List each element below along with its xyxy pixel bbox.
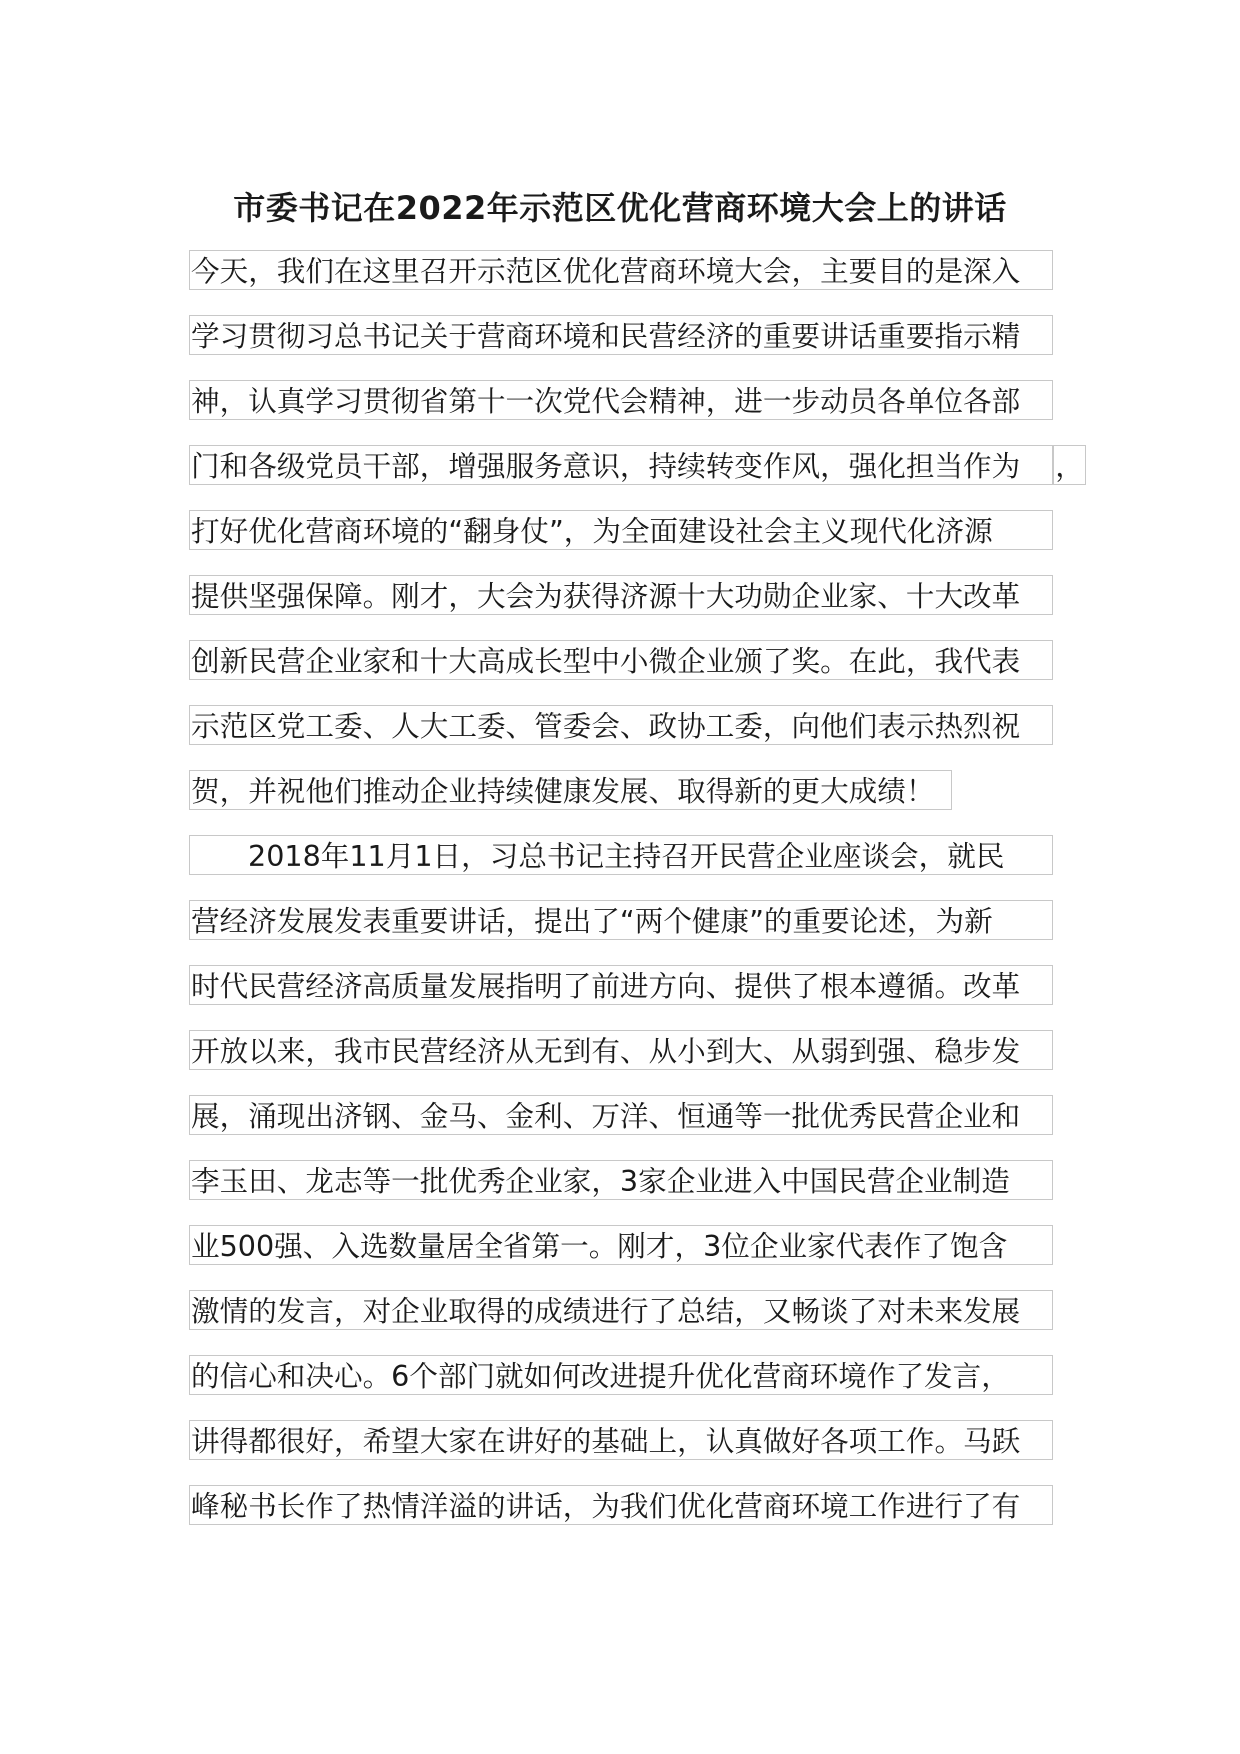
text-line: 的信心和决心。6个部门就如何改进提升优化营商环境作了发言， bbox=[189, 1355, 1053, 1395]
text-line: 神，认真学习贯彻省第十一次党代会精神，进一步动员各单位各部 bbox=[189, 380, 1053, 420]
text-line: 创新民营企业家和十大高成长型中小微企业颁了奖。在此，我代表 bbox=[189, 640, 1053, 680]
text-line: 打好优化营商环境的“翻身仗”，为全面建设社会主义现代化济源 bbox=[189, 510, 1053, 550]
text-line: 营经济发展发表重要讲话，提出了“两个健康”的重要论述，为新 bbox=[189, 900, 1053, 940]
text-line: 开放以来，我市民营经济从无到有、从小到大、从弱到强、稳步发 bbox=[189, 1030, 1053, 1070]
text-line: 贺，并祝他们推动企业持续健康发展、取得新的更大成绩！ bbox=[189, 770, 952, 810]
text-line: 门和各级党员干部，增强服务意识，持续转变作风，强化担当作为 bbox=[189, 445, 1053, 485]
text-line: 2018年11月1日，习总书记主持召开民营企业座谈会，就民 bbox=[189, 835, 1053, 875]
text-line: 激情的发言，对企业取得的成绩进行了总结，又畅谈了对未来发展 bbox=[189, 1290, 1053, 1330]
text-line: 李玉田、龙志等一批优秀企业家，3家企业进入中国民营企业制造 bbox=[189, 1160, 1053, 1200]
overflow-punctuation: ， bbox=[1053, 445, 1086, 485]
text-line: 提供坚强保障。刚才，大会为获得济源十大功勋企业家、十大改革 bbox=[189, 575, 1053, 615]
text-line: 讲得都很好，希望大家在讲好的基础上，认真做好各项工作。马跃 bbox=[189, 1420, 1053, 1460]
text-line: 展，涌现出济钢、金马、金利、万洋、恒通等一批优秀民营企业和 bbox=[189, 1095, 1053, 1135]
text-line: 今天，我们在这里召开示范区优化营商环境大会，主要目的是深入 bbox=[189, 250, 1053, 290]
text-line: 峰秘书长作了热情洋溢的讲话，为我们优化营商环境工作进行了有 bbox=[189, 1485, 1053, 1525]
text-line: 示范区党工委、人大工委、管委会、政协工委，向他们表示热烈祝 bbox=[189, 705, 1053, 745]
text-line: 业500强、入选数量居全省第一。刚才，3位企业家代表作了饱含 bbox=[189, 1225, 1053, 1265]
text-line: 时代民营经济高质量发展指明了前进方向、提供了根本遵循。改革 bbox=[189, 965, 1053, 1005]
page-title: 市委书记在2022年示范区优化营商环境大会上的讲话 bbox=[233, 189, 1007, 227]
text-line: 学习贯彻习总书记关于营商环境和民营经济的重要讲话重要指示精 bbox=[189, 315, 1053, 355]
